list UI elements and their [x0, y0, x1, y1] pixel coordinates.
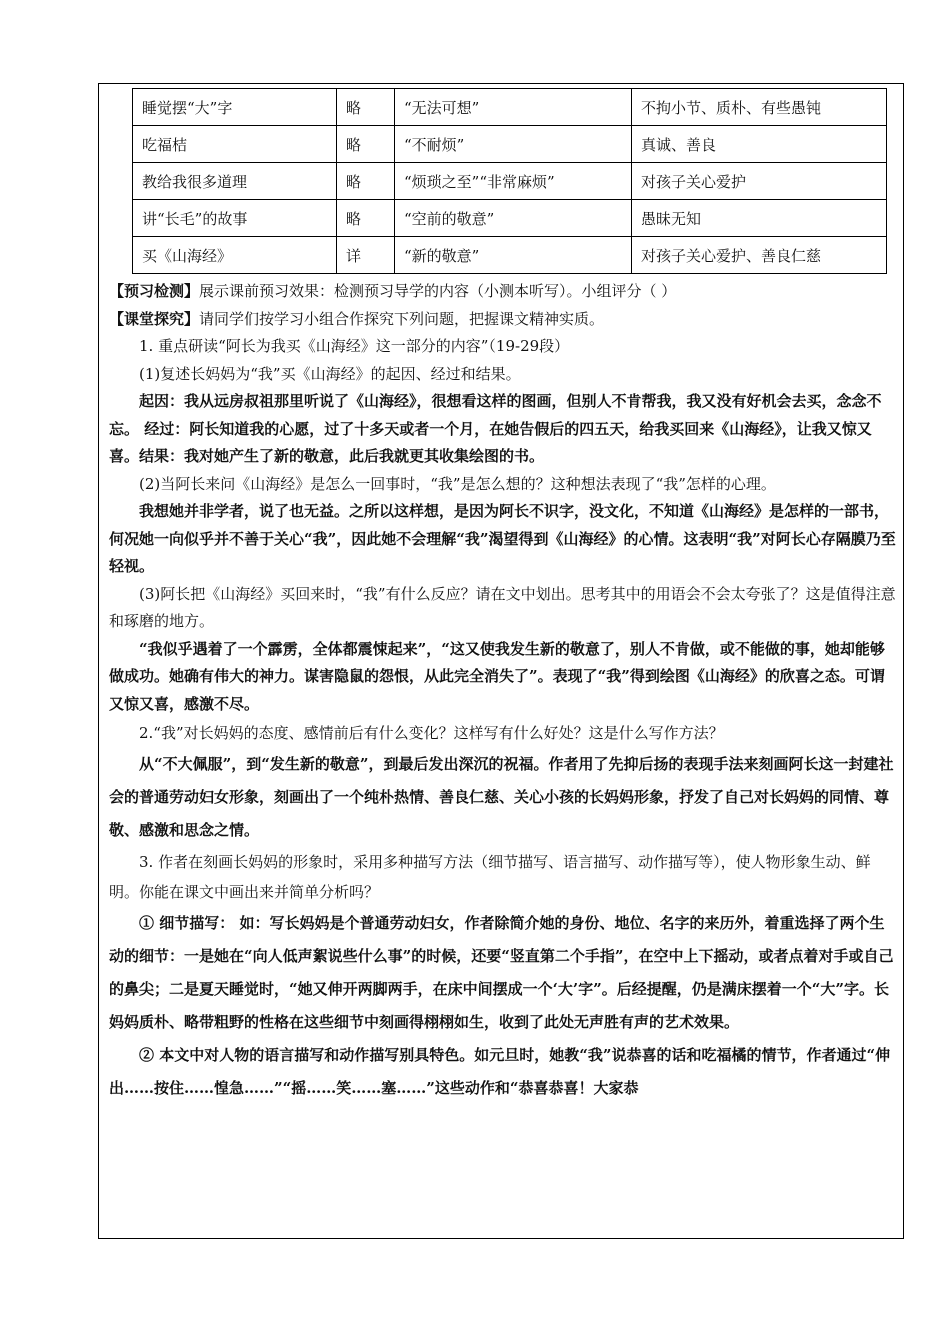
table-cell: 对孩子关心爱护 — [632, 163, 887, 200]
content-frame — [98, 83, 904, 1239]
answer-3-2: ② 本文中对人物的语言描写和动作描写别具特色。如元旦时，她教“我”说恭喜的话和吃福橘的情节，作者通过“伸出……按住……惶急……”“摇……笑……塞……”这些动作和“恭喜恭喜！大家恭 — [109, 1046, 891, 1097]
content-cell — [99, 84, 903, 1238]
explore-heading: 【课堂探究】 — [109, 309, 200, 328]
table-cell: 对孩子关心爱护、善良仁慈 — [632, 237, 887, 274]
table-cell: 教给我很多道理 — [133, 163, 337, 200]
table-cell: “不耐烦” — [395, 126, 632, 163]
lesson-content — [109, 278, 897, 1105]
table-cell: “新的敬意” — [395, 237, 632, 274]
preview-paragraph — [109, 278, 897, 306]
question-2: 2.“我”对长妈妈的态度、感情前后有什么变化？这样写有什么好处？这是什么写作方法？ — [139, 724, 724, 742]
table-cell: 略 — [337, 200, 395, 237]
table-cell: “烦琐之至”“非常麻烦” — [395, 163, 632, 200]
table-cell: 略 — [337, 163, 395, 200]
table-cell: “空前的敬意” — [395, 200, 632, 237]
preview-heading: 【预习检测】 — [109, 282, 200, 300]
table-cell: 不拘小节、质朴、有些愚钝 — [632, 89, 887, 126]
question-3: 3. 作者在刻画长妈妈的形象时，采用多种描写方法（细节描写、语言描写、动作描写等），使人物形象生动、鲜明。你能在课文中画出来并简单分析吗？ — [109, 853, 871, 901]
table-cell: 略 — [337, 89, 395, 126]
question-1: 1. 重点研读“阿长为我买《山海经》这一部分的内容”（19-29段） — [139, 337, 570, 355]
answer-2: 从“不大佩服”，到“发生新的敬意”，到最后发出深沉的祝福。作者用了先抑后扬的表现手法来刻画阿长这一封建社会的普通劳动妇女形象，刻画出了一个纯朴热情、善良仁慈、关心小孩的长妈妈形象，抒发了自己对长妈妈的同情、尊敬、感激和思念之情。 — [109, 755, 894, 839]
table-cell: 愚昧无知 — [632, 200, 887, 237]
summary-table — [132, 88, 887, 274]
table-row — [133, 237, 887, 274]
table-cell: 略 — [337, 126, 395, 163]
answer-3-1: ① 细节描写： 如：写长妈妈是个普通劳动妇女，作者除简介她的身份、地位、名字的来历外，着重选择了两个生动的细节：一是她在“向人低声絮说些什么事”的时候，还要“竖直第二个手指”，在空中上下摇动，或者点着对手或自己的鼻尖；二是夏天睡觉时，“她又伸开两脚两手，在床中间摆成一个‘大’字”。后经提醒，仍是满床摆着一个“大”字。长妈妈质朴、略带粗野的性格在这些细节中刻画得栩栩如生，收到了此处无声胜有声的艺术效果。 — [109, 914, 894, 1031]
answer-1-3: “我似乎遇着了一个霹雳，全体都震悚起来”，“这又使我发生新的敬意了，别人不肯做，或不能做的事，她却能够做成功。她确有伟大的神力。谋害隐鼠的怨恨，从此完全消失了”。表现了“我”得到绘图《山海经》的欣喜之态。可谓又惊又喜，感激不尽。 — [109, 639, 885, 713]
table-row — [133, 200, 887, 237]
table-cell: 睡觉摆“大”字 — [133, 89, 337, 126]
answer-1-2: 我想她并非学者，说了也无益。之所以这样想，是因为阿长不识字，没文化，不知道《山海经》是怎样的一部书，何况她一向似乎并不善于关心“我”，因此她不会理解“我”渴望得到《山海经》的心情。这表明“我”对阿长心存隔膜乃至轻视。 — [109, 502, 896, 575]
preview-text: 展示课前预习效果：检测预习导学的内容（小测本听写）。小组评分（ ） — [199, 282, 677, 300]
explore-paragraph — [109, 306, 897, 334]
explore-text: 请同学们按学习小组合作探究下列问题，把握课文精神实质。 — [199, 309, 605, 328]
answer-1-1: 起因：我从远房叔祖那里听说了《山海经》，很想看这样的图画，但别人不肯帮我，我又没有好机会去买，念念不忘。 经过：阿长知道我的心愿，过了十多天或者一个月，在她告假后的四五天，给我买回来《山海经》，让我又惊又喜。结果：我对她产生了新的敬意，此后我就更其收集绘图的书。 — [109, 392, 882, 465]
table-cell: 详 — [337, 237, 395, 274]
table-cell: 买《山海经》 — [133, 237, 337, 274]
table-cell: 吃福桔 — [133, 126, 337, 163]
question-1-2: (2)当阿长来问《山海经》是怎么一回事时，“我”是怎么想的？这种想法表现了“我”怎样的心理。 — [139, 474, 776, 493]
question-1-3: (3)阿长把《山海经》买回来时，“我”有什么反应？请在文中划出。思考其中的用语会不会太夸张了？这是值得注意和琢磨的地方。 — [109, 584, 896, 630]
table-row — [133, 163, 887, 200]
table-cell: 真诚、善良 — [632, 126, 887, 163]
table-row — [133, 89, 887, 126]
table-cell: 讲“长毛”的故事 — [133, 200, 337, 237]
table-cell: “无法可想” — [395, 89, 632, 126]
table-row — [133, 126, 887, 163]
question-1-1: (1)复述长妈妈为“我”买《山海经》的起因、经过和结果。 — [139, 364, 521, 383]
